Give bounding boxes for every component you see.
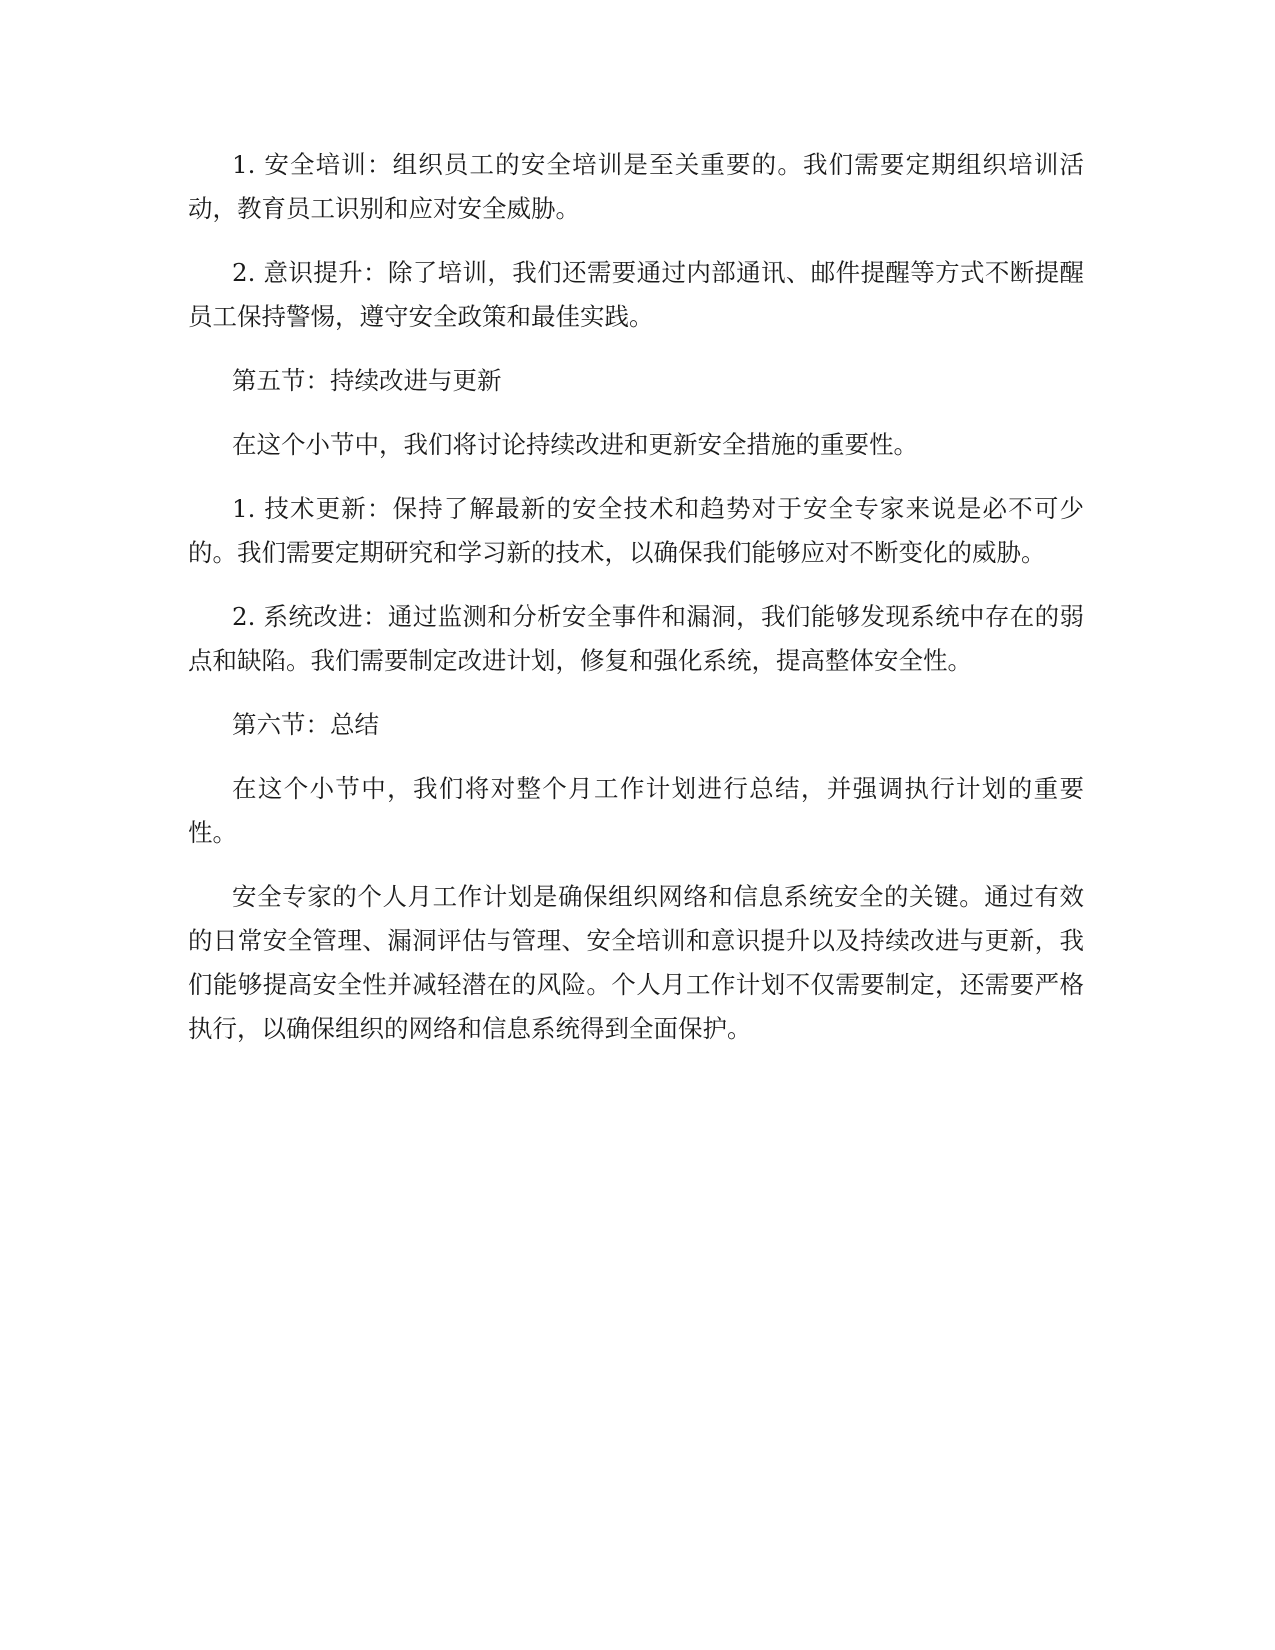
document-body [188,143,1084,1071]
paragraph-training: 1. 安全培训：组织员工的安全培训是至关重要的。我们需要定期组织培训活动，教育员工识别和应对安全威胁。 [188,150,1084,223]
paragraph-awareness: 2. 意识提升：除了培训，我们还需要通过内部通讯、邮件提醒等方式不断提醒员工保持警惕，遵守安全政策和最佳实践。 [188,258,1084,331]
section-heading-5: 第五节：持续改进与更新 [232,366,502,395]
paragraph-section-6-intro: 在这个小节中，我们将对整个月工作计划进行总结，并强调执行计划的重要性。 [188,774,1084,847]
paragraph-system-improvement: 2. 系统改进：通过监测和分析安全事件和漏洞，我们能够发现系统中存在的弱点和缺陷。我们需要制定改进计划，修复和强化系统，提高整体安全性。 [188,602,1084,675]
paragraph-tech-update: 1. 技术更新：保持了解最新的安全技术和趋势对于安全专家来说是必不可少的。我们需要定期研究和学习新的技术，以确保我们能够应对不断变化的威胁。 [188,494,1084,567]
paragraph-conclusion: 安全专家的个人月工作计划是确保组织网络和信息系统安全的关键。通过有效的日常安全管理、漏洞评估与管理、安全培训和意识提升以及持续改进与更新，我们能够提高安全性并减轻潜在的风险。个人月工作计划不仅需要制定，还需要严格执行，以确保组织的网络和信息系统得到全面保护。 [188,882,1084,1043]
paragraph-section-5-intro: 在这个小节中，我们将讨论持续改进和更新安全措施的重要性。 [232,430,918,459]
section-heading-6: 第六节：总结 [232,710,379,739]
